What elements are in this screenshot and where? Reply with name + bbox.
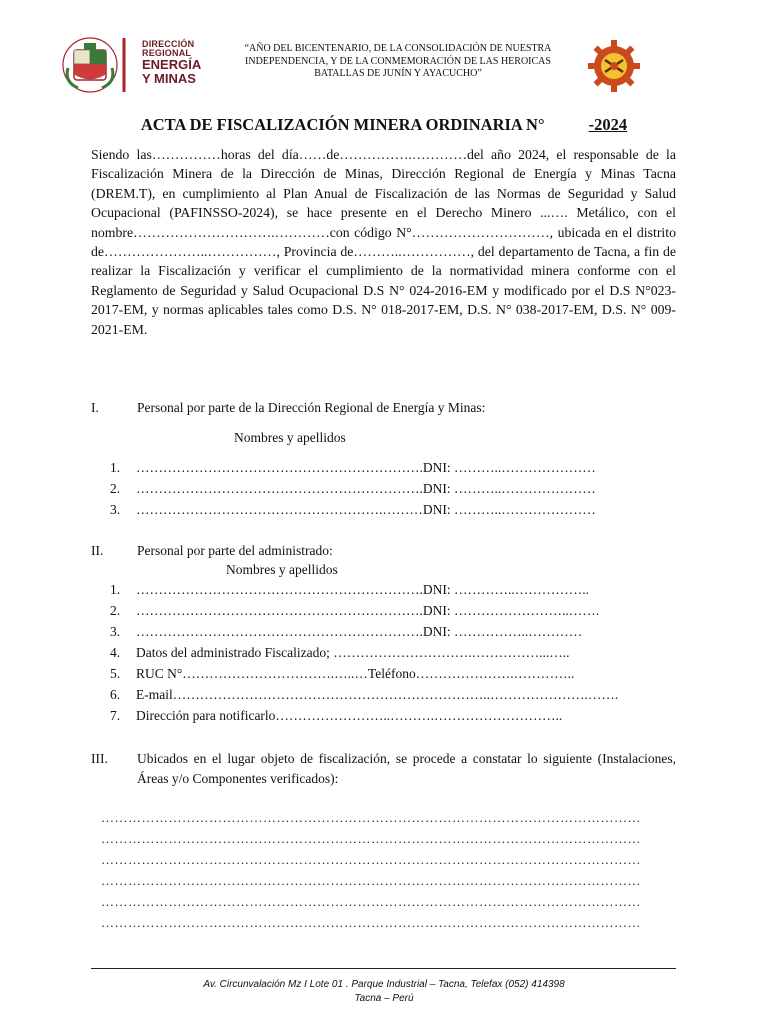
blank-line[interactable]: ………………………………………………………………………………………………………… xyxy=(101,831,641,846)
row-text: ……………………………………………….………DNI: ………..………………… xyxy=(136,502,596,517)
row-number: 2. xyxy=(110,603,121,618)
section-1-subheading: Nombres y apellidos xyxy=(234,430,346,445)
form-row[interactable] xyxy=(110,582,676,598)
document-title xyxy=(0,115,768,135)
logo-line-1: DIRECCIÓN xyxy=(142,39,195,49)
row-text: ……………………………………………………….DNI: ……………………..……. xyxy=(136,603,600,618)
title-year: -2024 xyxy=(588,115,628,134)
form-row[interactable] xyxy=(110,603,676,619)
row-number: 3. xyxy=(110,624,121,639)
row-text: ……………………………………………………….DNI: ………..………………… xyxy=(136,460,596,475)
form-row[interactable] xyxy=(110,666,676,682)
logo-line-4: Y MINAS xyxy=(142,70,196,86)
row-text: ……………………………………………………….DNI: …………..…………….. xyxy=(136,582,589,597)
section-3-text: Ubicados en el lugar objeto de fiscalización, se procede a constatar lo siguiente (Instalaciones, Áreas y/o Componentes verificados): xyxy=(137,751,676,786)
form-row[interactable] xyxy=(110,687,676,703)
row-text: E-mail……………………………………………………………..………………….……. xyxy=(136,687,619,702)
form-row[interactable] xyxy=(110,502,676,518)
motto-line: BATALLAS DE JUNÍN Y AYACUCHO” xyxy=(314,68,482,79)
mining-gear-emblem-icon xyxy=(586,38,642,94)
motto-line: “AÑO DEL BICENTENARIO, DE LA CONSOLIDACIÓN DE NUESTRA xyxy=(244,43,552,54)
blank-line[interactable]: ………………………………………………………………………………………………………… xyxy=(101,894,641,909)
row-text: Dirección para notificarlo……………………..……….……………………….. xyxy=(136,708,563,723)
section-3-number: III. xyxy=(91,751,108,766)
blank-line[interactable]: ………………………………………………………………………………………………………… xyxy=(101,852,641,867)
blank-line[interactable]: ………………………………………………………………………………………………………… xyxy=(101,915,641,930)
form-row[interactable] xyxy=(110,460,676,476)
row-text: Datos del administrado Fiscalizado; ………………………….……………...….. xyxy=(136,645,570,660)
footer-city: Tacna – Perú xyxy=(354,993,414,1004)
row-number: 3. xyxy=(110,502,121,517)
section-2-number: II. xyxy=(91,543,104,558)
footer-address: Av. Circunvalación Mz I Lote 01 . Parque Industrial – Tacna, Telefax (052) 414398 xyxy=(203,979,565,990)
row-text: ……………………………………………………….DNI: ……………..………… xyxy=(136,624,583,639)
form-row[interactable] xyxy=(110,624,676,640)
logo-line-2: REGIONAL xyxy=(142,48,192,59)
row-number: 4. xyxy=(110,645,121,660)
regional-logo xyxy=(142,40,201,85)
footer-divider xyxy=(91,968,676,969)
section-2-heading: Personal por parte del administrado: xyxy=(137,543,333,558)
blank-line[interactable]: ………………………………………………………………………………………………………… xyxy=(101,873,641,888)
row-number: 5. xyxy=(110,666,121,681)
row-text: ……………………………………………………….DNI: ………..………………… xyxy=(136,481,596,496)
form-row[interactable] xyxy=(110,645,676,661)
motto-line: INDEPENDENCIA, Y DE LA CONMEMORACIÓN DE LAS HEROICAS xyxy=(245,55,551,67)
letterhead xyxy=(60,34,720,98)
intro-paragraph: Siendo las……………horas del día……de…………….…………del año 2024, el responsable de la Fiscalización Minera de la Dirección de Minas, Dirección Regional de Energía y Minas Tacna (DREM.T), en cumplimiento al Plan Anual de Fiscalización de las Normas de Seguridad y Salud Ocupacional (PAFINSSO-2024), se hace presente en el Derecho Minero ...…. Metálico, con el nombre………………………….…………con código N°…………………………, ubicada en el distrito de…………………..……………, Provincia de………..……………, del departamento de Tacna, a fin de realizar la Fiscalización y verificar el cumplimiento de la normatividad minera conforme con el Reglamento de Seguridad y Salud Ocupacional D.S N° 024-2016-EM y modificado por el D.S N°023-2017-EM, y normas aplicables tales como D.S. N° 018-2017-EM, D.S. N° 038-2017-EM, D.S. N° 009-2021-EM. xyxy=(91,147,676,337)
section-2-subheading: Nombres y apellidos xyxy=(226,562,338,577)
footer xyxy=(0,978,768,1006)
row-number: 1. xyxy=(110,460,121,475)
logo-line-3: ENERGÍA xyxy=(142,57,202,73)
year-motto xyxy=(238,43,558,81)
peru-coat-of-arms-icon xyxy=(60,34,132,94)
row-number: 7. xyxy=(110,708,121,723)
form-row[interactable] xyxy=(110,481,676,497)
row-number: 6. xyxy=(110,687,121,702)
blank-line[interactable]: ………………………………………………………………………………………………………… xyxy=(101,810,641,825)
section-1-number: I. xyxy=(91,400,99,415)
section-1-heading: Personal por parte de la Dirección Regional de Energía y Minas: xyxy=(137,400,486,415)
row-number: 2. xyxy=(110,481,121,496)
form-row[interactable] xyxy=(110,708,676,724)
row-number: 1. xyxy=(110,582,121,597)
title-text: ACTA DE FISCALIZACIÓN MINERA ORDINARIA N° xyxy=(140,115,545,134)
row-text: RUC N°…………………………….…..…Teléfono………………….………….. xyxy=(136,666,575,681)
